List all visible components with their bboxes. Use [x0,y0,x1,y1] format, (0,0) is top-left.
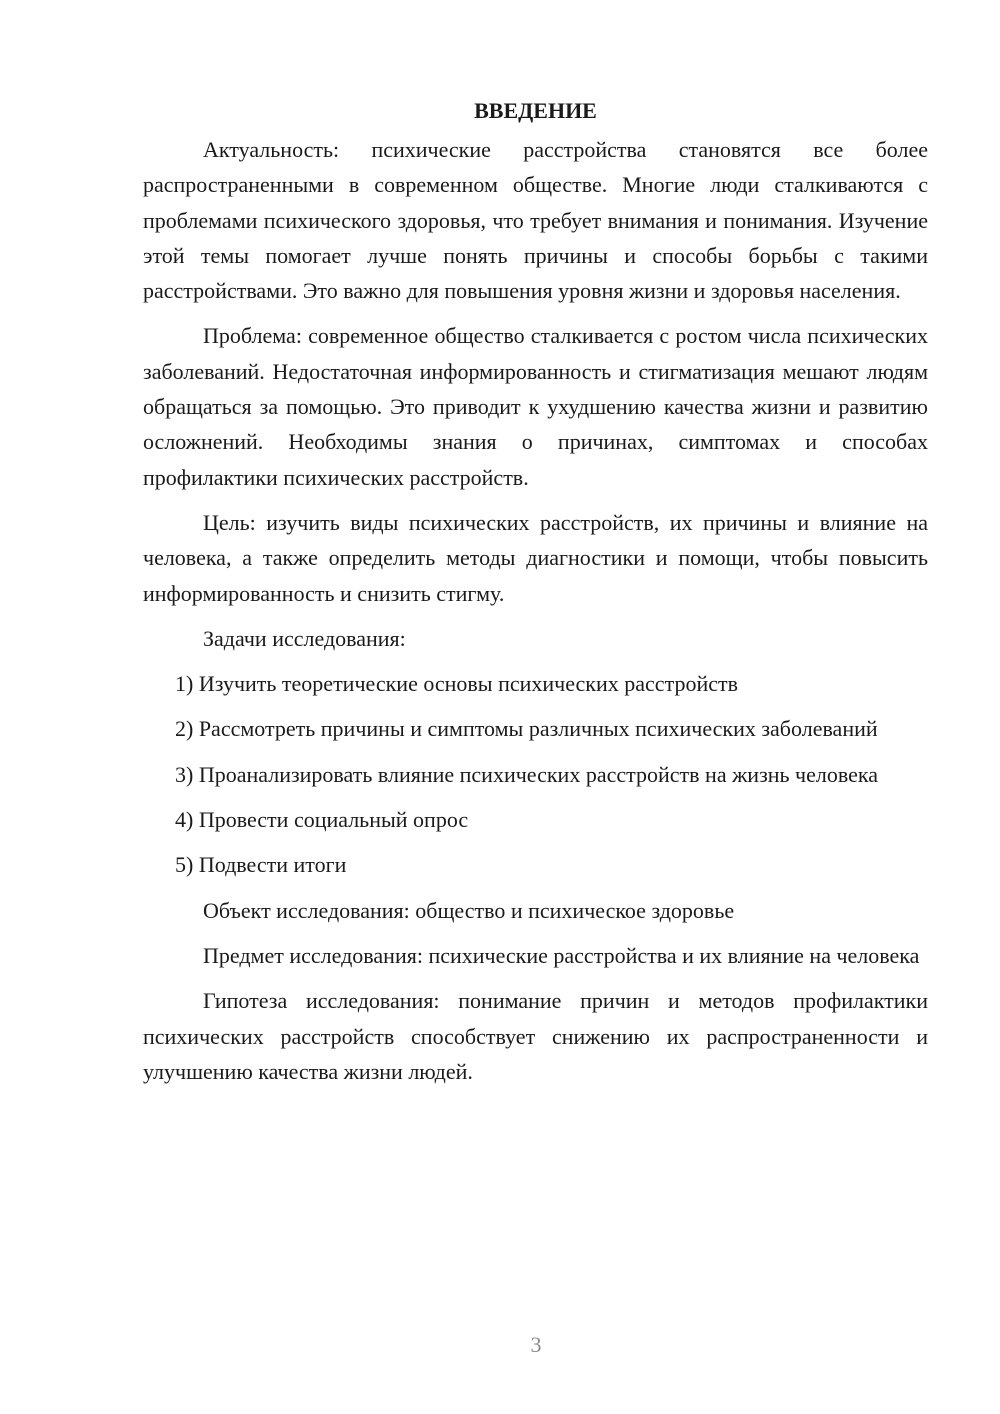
relevance-paragraph: Актуальность: психические расстройства становятся все более распространенными в современном обществе. Многие люди сталкиваются с проблемами психического здоровья, что требует внимания и понимания. Изучение этой темы помогает лучше понять причины и способы борьбы с такими расстройствами. Это важно для повышения уровня жизни и здоровья населения. [143,137,928,304]
task-item-5: 5) Подвести итоги [175,852,347,878]
object-paragraph: Объект исследования: общество и психическое здоровье [203,897,735,923]
task-item-2: 2) Рассмотреть причины и симптомы различных психических заболеваний [175,716,878,742]
page-title: ВВЕДЕНИЕ [474,98,597,123]
task-item-1: 1) Изучить теоретические основы психических расстройств [175,671,738,697]
document-body [143,93,928,1089]
tasks-heading: Задачи исследования: [203,625,406,651]
problem-paragraph: Проблема: современное общество сталкивается с ростом числа психических заболеваний. Недостаточная информированность и стигматизация мешают людям обращаться за помощью. Это приводит к ухудшению качества жизни и развитию осложнений. Необходимы знания о причинах, симптомах и способах профилактики психических расстройств. [143,323,928,490]
subject-paragraph: Предмет исследования: психические расстройства и их влияние на человека [203,942,920,968]
page-number: 3 [530,1332,542,1357]
hypothesis-paragraph: Гипотеза исследования: понимание причин и методов профилактики психических расстройств способствует снижению их распространенности и улучшению качества жизни людей. [143,988,928,1084]
task-item-4: 4) Провести социальный опрос [175,807,469,833]
task-item-3: 3) Проанализировать влияние психических расстройств на жизнь человека [175,761,879,787]
goal-paragraph: Цель: изучить виды психических расстройств, их причины и влияние на человека, а также определить методы диагностики и помощи, чтобы повысить информированность и снизить стигму. [143,509,928,606]
